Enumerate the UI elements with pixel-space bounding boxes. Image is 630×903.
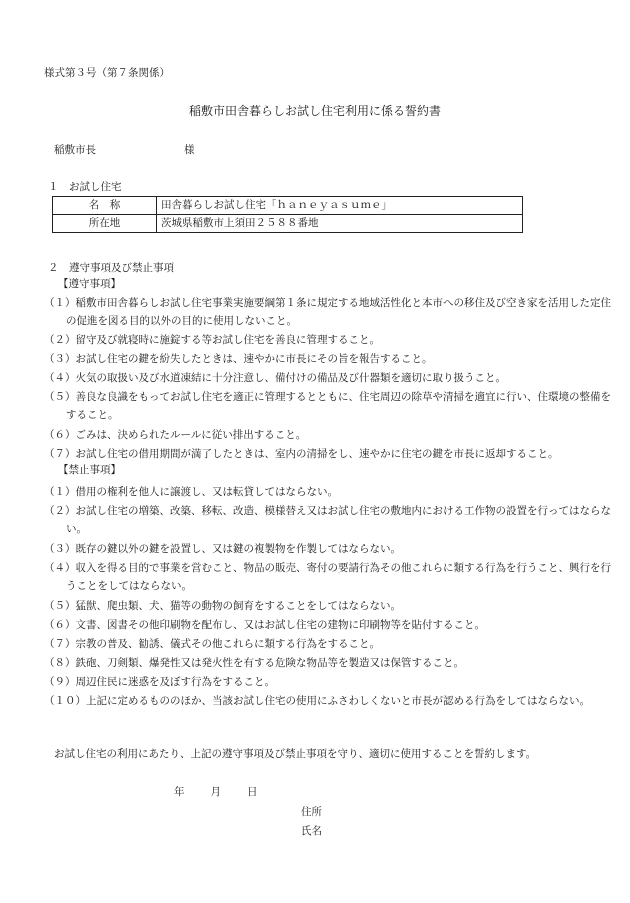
property-name-value: 田舎暮らしお試し住宅「ｈａｎｅｙａｓｕｍｅ」 <box>157 197 523 215</box>
compliance-item: （５）善良な良識をもってお試し住宅を適正に管理するとともに、住宅周辺の除草や清掃を適宜に行い、住環境の整備をすること。 <box>44 391 611 421</box>
compliance-item: （４）火気の取扱い及び水道凍結に十分注意し、備付けの備品及び什器類を適切に取り扱うこと。 <box>44 372 506 384</box>
section1-heading: １ お試し住宅 <box>48 181 122 193</box>
property-location-value: 茨城県稲敷市上須田２５８８番地 <box>157 215 523 233</box>
prohibited-item: （６）文書、図書その他印刷物を配布し、又はお試し住宅の建物に印刷物等を貼付すること。 <box>44 619 485 631</box>
prohibited-item: （４）収入を得る目的で事業を営むこと、物品の販売、寄付の要請行為その他これらに類する行為を行うこと、興行を行うことをしてはならない。 <box>44 562 611 592</box>
compliance-item: （６）ごみは、決められたルールに従い排出すること。 <box>44 429 307 441</box>
signature-name-label: 氏名 <box>301 825 322 837</box>
prohibited-item: （１）借用の権利を他人に譲渡し、又は転貸してはならない。 <box>44 486 338 498</box>
compliance-item: （７）お試し住宅の借用期間が満了したときは、室内の清掃をし、速やかに住宅の鍵を市長に返却すること。 <box>44 448 559 460</box>
table-row <box>53 197 523 215</box>
addressee-name: 稲敷市長 <box>54 144 96 156</box>
prohibited-item: （１０）上記に定めるもののほか、当該お試し住宅の使用にふさわしくないと市長が認める行為をしてはならない。 <box>44 695 590 707</box>
prohibited-item: （７）宗教の普及、勧誘、儀式その他これらに類する行為をすること。 <box>44 638 380 650</box>
prohibited-item: （９）周辺住民に迷惑を及ぼす行為をすること。 <box>44 676 275 688</box>
property-name-label: 名 称 <box>53 197 157 215</box>
prohibited-item: （３）既存の鍵以外の鍵を設置し、又は鍵の複製物を作製してはならない。 <box>44 543 401 555</box>
compliance-item: （２）留守及び就寝時に施錠する等お試し住宅を善良に管理すること。 <box>44 334 380 346</box>
table-row <box>53 215 523 233</box>
prohibited-item: （５）猛獣、爬虫類、犬、猫等の動物の飼育をすることをしてはならない。 <box>44 600 401 612</box>
compliance-heading: 【遵守事項】 <box>58 278 121 290</box>
addressee <box>54 144 195 158</box>
signature-address-label: 住所 <box>301 806 322 818</box>
property-location-label: 所在地 <box>53 215 157 233</box>
prohibited-heading: 【禁止事項】 <box>58 464 121 476</box>
form-number: 様式第３号（第７条関係） <box>44 67 170 79</box>
date-line <box>174 786 258 800</box>
date-day: 日 <box>247 786 258 798</box>
date-month: 月 <box>210 786 221 798</box>
date-year: 年 <box>174 786 185 798</box>
document-title: 稲敷市田舎暮らしお試し住宅利用に係る誓約書 <box>188 104 441 118</box>
compliance-item: （３）お試し住宅の鍵を紛失したときは、速やかに市長にその旨を報告すること。 <box>44 353 433 365</box>
property-table <box>52 196 523 233</box>
addressee-honorific: 様 <box>184 144 195 156</box>
section2-heading: ２ 遵守事項及び禁止事項 <box>48 262 174 274</box>
prohibited-item: （８）鉄砲、刀剣類、爆発性又は発火性を有する危険な物品等を製造又は保管すること。 <box>44 657 464 669</box>
compliance-item: （１）稲敷市田舎暮らしお試し住宅事業実施要綱第１条に規定する地域活性化と本市への移住及び空き家を活用した定住の促進を図る目的以外の目的に使用しないこと。 <box>44 297 611 327</box>
pledge-statement: お試し住宅の利用にあたり、上記の遵守事項及び禁止事項を守り、適切に使用することを誓約します。 <box>54 748 537 760</box>
prohibited-item: （２）お試し住宅の増築、改築、移転、改造、模様替え又はお試し住宅の敷地内における工作物の設置を行ってはならない。 <box>44 505 611 535</box>
